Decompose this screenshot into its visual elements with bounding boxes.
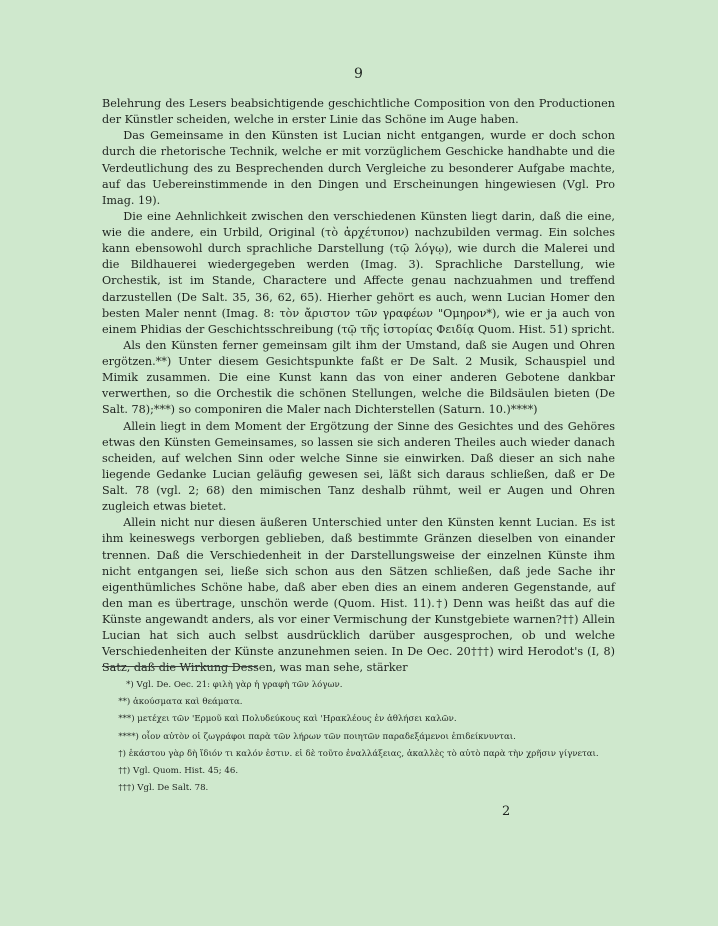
- footnote-2: **) ἀκούσματα καὶ θεάματα.: [118, 697, 243, 708]
- page-number: 9: [354, 66, 364, 82]
- paragraph-5: Allein liegt in dem Moment der Ergötzung der Sinne des Gesichtes und des Gehöres etwas den Künsten Gemeinsames, so lassen sie sich anderen Theiles auch wieder danach scheiden, auf welchen Sinn oder welche Sinne sie einwirken. Daß dieser an sich nahe liegende Gedanke Lucian geläufig gewesen sei, läßt sich daraus schließen, daß er De Salt. 78 (vgl. 2; 68) den mimischen Tanz deshalb rühmt, weil er Augen und Ohren zugleich etwas bietet.: [102, 419, 615, 514]
- paragraph-3: Die eine Aehnlichkeit zwischen den verschiedenen Künsten liegt darin, daß die eine, wie die andere, ein Urbild, Original (τὸ ἀρχέτυπον) nachzubilden vermag. Ein solches kann ebensowohl durch sprachliche Darstellung (τῷ λόγῳ), wie durch die Malerei und die Bildhauerei wiedergegeben werden (Imag. 3). Sprachliche Darstellung, wie Orchestik, ist im Stande, Charactere und Affecte genau nachzuahmen und treffend darzustellen (De Salt. 35, 36, 62, 65). Hierher gehört es auch, wenn Lucian Homer den besten Maler nennt (Imag. 8: τὸν ἄριστον τῶν γραφέων "Ομηρον*), wie er ja auch von einem Phidias der Geschichtsschreibung (τῷ τῆς ἱστορίας Φειδίᾳ Quom. Hist. 51) spricht.: [102, 209, 615, 336]
- footnote-5: †) ἑκάστου γὰρ δὴ ἴδιόν τι καλόν ἐστιν. εἰ δὲ τοῦτο ἐναλλάξειας, ἀκαλλὲς τὸ αὐτὸ παρὰ τὴν χρῆσιν γίγνεται.: [118, 748, 599, 759]
- signature-mark: 2: [502, 804, 511, 819]
- paragraph-1: Belehrung des Lesers beabsichtigende geschichtliche Composition von den Productionen der Künstler scheiden, welche in erster Linie das Schöne im Auge haben.: [102, 97, 615, 127]
- footnote-4: ****) οἷον αὐτὸν οἱ ζωγράφοι παρὰ τῶν λήρων τῶν ποιητῶν παραδεξάμενοι ἐπιδείκνυνται.: [118, 731, 516, 742]
- footnote-6: ††) Vgl. Quom. Hist. 45; 46.: [118, 766, 239, 777]
- paragraph-2: Das Gemeinsame in den Künsten ist Lucian nicht entgangen, wurde er doch schon durch die rhetorische Technik, welche er mit vorzüglichem Geschicke handhabte und die Verdeutlichung des zu Besprechenden durch Vergleiche zu besonderer Aufgabe machte, auf das Uebereinstimmende in den Dingen und Erscheinungen hingewiesen (Vgl. Pro Imag. 19).: [102, 129, 615, 207]
- paragraph-4: Als den Künsten ferner gemeinsam gilt ihm der Umstand, daß sie Augen und Ohren ergötzen.**) Unter diesem Gesichtspunkte faßt er De Salt. 2 Musik, Schauspiel und Mimik zusammen. Die eine Kunst kann das von einer anderen Gebotene dankbar verwerthen, so die Orchestik die schönen Stellungen, welche die Bildsäulen bieten (De Salt. 78);***) so componiren die Maler nach Dichterstellen (Saturn. 10.)****): [102, 338, 615, 417]
- footnote-1: *) Vgl. De. Oec. 21: φιλὴ γὰρ ἡ γραφὴ τῶν λόγων.: [126, 680, 343, 690]
- body-text: [102, 96, 615, 677]
- footnote-3: ***) μετέχει τῶν 'Ερμοῦ καὶ Πολυδεύκους καὶ 'Ηρακλέους ἐν ἀθλήσει καλῶν.: [118, 714, 457, 725]
- footnote-7: †††) Vgl. De Salt. 78.: [118, 783, 209, 794]
- footnote-divider: [102, 666, 257, 667]
- paragraph-6: Allein nicht nur diesen äußeren Unterschied unter den Künsten kennt Lucian. Es ist ihm keineswegs verborgen geblieben, daß bestimmte Gränzen dieselben von einander trennen. Daß die Verschiedenheit in der Darstellungsweise der einzelnen Künste ihm nicht entgangen sei, ließe sich schon aus den Sätzen schließen, daß jede Sache ihr eigenthümliches Schöne habe, daß aber eben dies an einem anderen Gegenstande, auf den man es übertrage, unschön werde (Quom. Hist. 11).†) Denn was heißt das auf die Künste angewandt anders, als vor einer Vermischung der Kunstgebiete warnen?††) Allein Lucian hat sich auch selbst ausdrücklich darüber ausgesprochen, ob und welche Verschiedenheiten der Künste anzunehmen seien. In De Oec. 20†††) wird Herodot's (I, 8) Satz, daß die Wirkung Dessen, was man sehe, stärker: [102, 516, 615, 675]
- footnotes: [102, 677, 615, 797]
